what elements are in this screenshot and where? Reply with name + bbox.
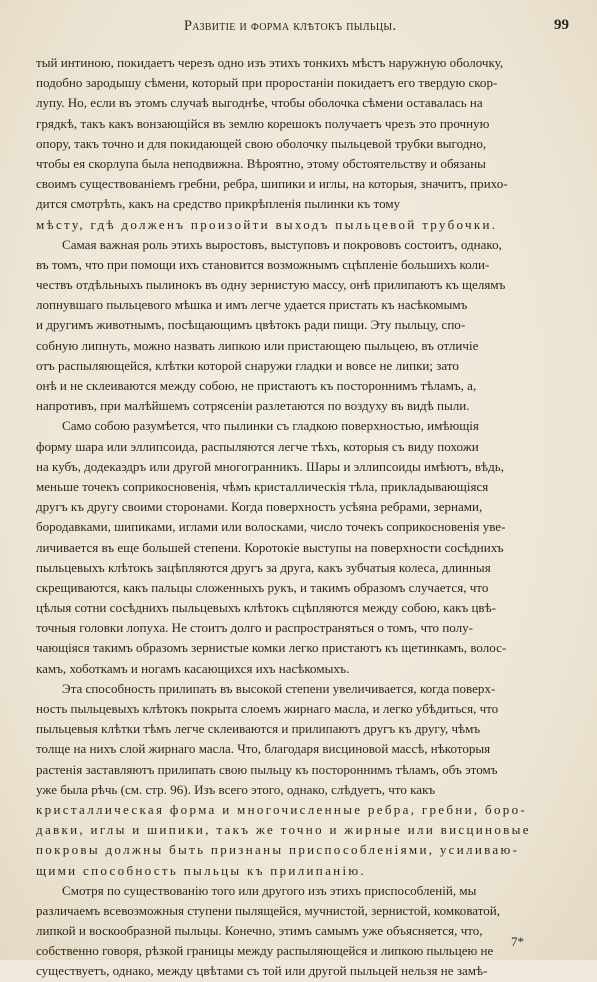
printer-signature: 7* xyxy=(511,934,524,949)
text-line: напротивъ, при малѣйшемъ сотрясеніи разлетаются по воздуху въ видѣ пыли. xyxy=(36,398,470,414)
text-line: Само собою разумѣется, что пылинки съ гладкою поверхностью, имѣющія xyxy=(62,418,479,434)
text-line: Смотря по существованію того или другого изъ этихъ приспособленій, мы xyxy=(62,882,477,898)
text-line: другъ къ другу своими сторонами. Когда поверхность усѣяна ребрами, зернами, xyxy=(36,499,483,515)
text-line: скрещиваются, какъ пальцы сложенныхъ рукъ, и такимъ образомъ случается, что xyxy=(36,579,489,595)
text-line: опору, такъ точно и для покидающей свою оболочку пыльцевой трубки выгодно, xyxy=(36,135,487,151)
text-line: растенія заставляютъ прилипать свою пыльцу къ постороннимъ тѣламъ, объ этомъ xyxy=(36,761,498,777)
text-line: кристаллическая форма и многочисленные ребра, гребни, боро- xyxy=(36,801,528,817)
text-line: различаемъ всевозможныя ступени пылящейся, мучнистой, зернистой, комковатой, xyxy=(36,902,501,918)
running-title: Развитіе и форма клѣтокъ пыльцы. xyxy=(184,18,397,34)
text-line: своимъ существованіемъ гребни, ребра, шипики и иглы, на которыя, значитъ, прихо- xyxy=(36,176,508,192)
text-line: лопнувшаго пыльцевого мѣшка и имъ легче удается пристать къ насѣкомымъ xyxy=(36,297,468,313)
text-line: грядкѣ, такъ какъ вонзающійся въ землю корешокъ получаетъ чрезъ это прочную xyxy=(36,115,490,131)
text-line: и другимъ животнымъ, посѣщающимъ цвѣтокъ ради пищи. Эту пыльцу, спо- xyxy=(36,317,466,333)
text-line: пыльцевыя клѣтки тѣмъ легче склеиваются и прилипаютъ другъ къ другу, чѣмъ xyxy=(36,721,481,737)
text-line: Самая важная роль этихъ выростовъ, выступовъ и покрововъ состоитъ, однако, xyxy=(62,236,502,252)
text-line: давки, иглы и шипики, такъ же точно и жирные или висциновые xyxy=(36,822,531,838)
page-number: 99 xyxy=(554,17,569,33)
text-line: мѣсту, гдѣ долженъ произойти выходъ пыльцевой трубочки. xyxy=(36,216,498,232)
text-line: дится смотрѣть, какъ на средство прикрѣпленія пылинки къ тому xyxy=(36,196,401,212)
text-line: щими способность пыльцы къ прилипанію. xyxy=(36,862,366,878)
text-line: чествъ отдѣльныхъ пылинокъ въ одну зернистую массу, онѣ прилипаютъ къ щелямъ xyxy=(36,277,506,293)
text-line: точныя головки лопуха. Не стоитъ долго и распространяться о томъ, что полу- xyxy=(36,620,474,636)
text-line: собственно говоря, рѣзкой границы между распыляющейся и липкою пыльцею не xyxy=(36,943,494,959)
text-line: собную липнуть, можно назвать липкою или пристающею пыльцею, въ отличіе xyxy=(36,337,479,353)
text-line: въ томъ, что при помощи ихъ становится возможнымъ сцѣпленіе большихъ коли- xyxy=(36,256,490,272)
text-line: липкой и воскообразной пыльцы. Конечно, этимъ самымъ уже объясняется, что, xyxy=(36,923,483,939)
text-line: пыльцевыхъ клѣтокъ зацѣпляются другъ за друга, какъ зубчатыя колеса, длинныя xyxy=(36,559,491,575)
text-line: онѣ и не склеиваются между собою, не пристаютъ къ постороннимъ тѣламъ, а, xyxy=(36,378,477,393)
text-line: отъ распыляющейся, клѣтки которой снаружи гладки и вовсе не липки; зато xyxy=(36,357,459,373)
text-line: бородавками, шипиками, иглами или волосками, число точекъ соприкосновенія уве- xyxy=(36,519,506,535)
text-line: уже была рѣчь (см. стр. 96). Изъ всего этого, однако, слѣдуетъ, что какъ xyxy=(36,781,436,797)
text-line: Эта способность прилипать въ высокой степени увеличивается, когда поверх- xyxy=(62,680,496,696)
text-line: покровы должны быть признаны приспособленіями, усиливаю- xyxy=(36,842,520,858)
text-line: на кубъ, додекаэдръ или другой многогранникъ. Шары и эллипсоиды имѣютъ, вѣдь, xyxy=(36,458,504,474)
text-line: толще на нихъ слой жирнаго масла. Что, благодаря висциновой массѣ, нѣкоторыя xyxy=(36,741,491,757)
text-line: лупу. Но, если въ этомъ случаѣ выгоднѣе, чтобы оболочка сѣмени оставалась на xyxy=(36,95,483,111)
text-line: ность пыльцевыхъ клѣтокъ покрыта слоемъ жирнаго масла, и легко убѣдиться, что xyxy=(36,701,499,716)
text-line: меньше точекъ соприкосновенія, чѣмъ кристаллическія тѣла, прикладывающіяся xyxy=(36,478,489,494)
running-header xyxy=(66,17,569,38)
text-line: тый интиною, покидаетъ черезъ одно изъ этихъ тонкихъ мѣстъ наружную оболочку, xyxy=(36,55,504,70)
text-line: чтобы ея скорлупа была неподвижна. Вѣроятно, этому обстоятельству и обязаны xyxy=(36,155,486,171)
text-line: цѣлыя сотни сосѣднихъ пыльцевыхъ клѣтокъ сцѣпляются между собою, какъ цвѣ- xyxy=(36,600,497,616)
text-line: личивается въ еще большей степени. Коротокіе выступы на поверхности сосѣднихъ xyxy=(36,539,504,555)
text-line: чающіяся такимъ образомъ зернистые комки легко пристаютъ къ щетинкамъ, волос- xyxy=(36,640,507,656)
text-line: камъ, хоботкамъ и ногамъ касающихся ихъ насѣкомыхъ. xyxy=(36,660,350,676)
text-line: подобно зародышу сѣмени, который при проростаніи покидаетъ его твердую скор- xyxy=(36,75,498,91)
text-line: существуетъ, однако, между цвѣтами съ той или другой пыльцей нельзя не замѣ- xyxy=(36,963,488,979)
text-line: форму шара или эллипсоида, распыляются легче тѣхъ, которыя съ виду похожи xyxy=(36,438,479,454)
body-text xyxy=(36,53,588,982)
